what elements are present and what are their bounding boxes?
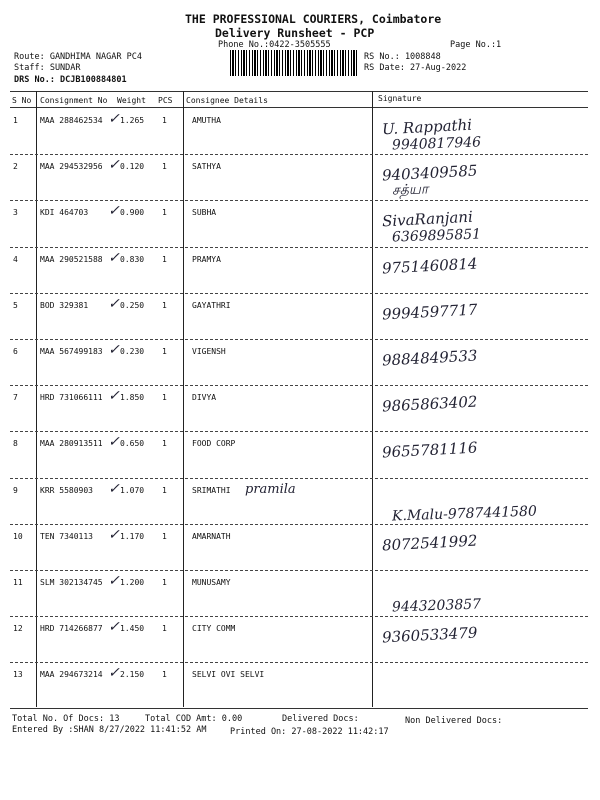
table-top-rule [10, 91, 588, 92]
entered-by: Entered By :SHAN 8/27/2022 11:41:52 AM [12, 725, 207, 735]
row-sno: 2 [13, 162, 18, 172]
table-header-rule [10, 107, 588, 108]
row-consignee: DIVYA [192, 393, 217, 403]
staff: Staff: SUNDAR [14, 63, 81, 73]
col-weight: Weight [117, 96, 146, 105]
row-weight: 1.170 [120, 531, 145, 541]
row-consignee: AMUTHA [192, 116, 221, 125]
col-signature: Signature [378, 94, 422, 103]
company-title: THE PROFESSIONAL COURIERS, Coimbatore [185, 12, 442, 26]
tick-mark: ✓ [108, 480, 120, 497]
row-consignee: SUBHA [192, 208, 217, 218]
row-consignee: PRAMYA [192, 254, 221, 264]
tick-mark: ✓ [108, 665, 120, 682]
row-pcs: 1 [162, 116, 167, 125]
row-weight: 0.900 [120, 208, 145, 218]
tick-mark: ✓ [108, 111, 120, 127]
drs-number: DRS No.: DCJB100884801 [14, 75, 127, 85]
row-pcs: 1 [162, 347, 167, 356]
col-consignee: Consignee Details [186, 96, 268, 105]
row-consignee: FOOD CORP [192, 439, 236, 449]
table-bottom-rule [10, 708, 588, 709]
row-signature: 9403409585 [381, 161, 478, 185]
rs-date: RS Date: 27-Aug-2022 [364, 63, 467, 73]
tick-mark: ✓ [108, 295, 120, 312]
row-weight: 0.650 [120, 439, 145, 449]
row-pcs: 1 [162, 670, 167, 680]
row-signature-phone: 9443203857 [391, 596, 482, 616]
row-weight: 2.150 [120, 670, 145, 680]
tick-mark: ✓ [108, 203, 120, 220]
row-divider [10, 339, 588, 340]
row-consignee: CITY COMM [192, 624, 236, 634]
row-consignment: KDI 464703 [40, 208, 89, 218]
row-weight: 1.265 [120, 116, 145, 125]
row-sno: 12 [13, 624, 23, 634]
row-pcs: 1 [162, 300, 167, 310]
rs-number: RS No.: 1008848 [364, 52, 441, 62]
row-consignment: HRD 714266877 [40, 624, 103, 634]
row-sno: 6 [13, 347, 18, 356]
row-weight: 1.850 [120, 393, 145, 403]
total-cod: Total COD Amt: 0.00 [145, 714, 243, 724]
row-signature: 9994597717 [381, 300, 478, 324]
row-signature: 9360533479 [381, 623, 478, 647]
row-signature: 8072541992 [381, 531, 478, 555]
printed-on: Printed On: 27-08-2022 11:42:17 [230, 727, 389, 737]
col-divider [183, 91, 184, 707]
phone-number: Phone No.:0422-3505555 [218, 40, 331, 50]
row-weight: 0.830 [120, 254, 145, 264]
row-divider [10, 570, 588, 571]
tick-mark: ✓ [108, 388, 120, 405]
handwritten-note: pramila [245, 481, 296, 497]
row-sno: 8 [13, 439, 18, 449]
row-weight: 0.120 [120, 162, 145, 172]
row-consignment: MAA 290521588 [40, 254, 103, 264]
row-pcs: 1 [162, 393, 167, 403]
row-consignee: MUNUSAMY [192, 578, 231, 587]
col-pcs: PCS [158, 96, 173, 105]
row-sno: 9 [13, 485, 18, 495]
row-consignee: GAYATHRI [192, 300, 231, 310]
tick-mark: ✓ [108, 573, 120, 589]
row-sno: 3 [13, 208, 18, 218]
row-signature-phone: K.Malu-9787441580 [391, 503, 538, 525]
row-consignee: SELVI OVI SELVI [192, 670, 265, 680]
row-divider [10, 200, 588, 201]
row-pcs: 1 [162, 624, 167, 634]
delivered-docs: Delivered Docs: [282, 714, 359, 724]
row-sno: 1 [13, 116, 18, 125]
row-weight: 1.070 [120, 485, 145, 495]
row-sno: 11 [13, 578, 23, 587]
row-signature: 9751460814 [381, 254, 478, 278]
tick-mark: ✓ [108, 249, 120, 266]
row-signature-phone: 6369895851 [391, 226, 482, 246]
row-divider [10, 431, 588, 432]
row-consignment: BOD 329381 [40, 300, 89, 310]
row-consignment: MAA 294532956 [40, 162, 103, 172]
row-weight: 0.250 [120, 300, 145, 310]
row-pcs: 1 [162, 439, 167, 449]
row-signature: 9884849533 [381, 346, 478, 370]
row-signature-phone: சத்யா [391, 181, 429, 199]
row-divider [10, 385, 588, 386]
row-signature: U. Rappathi [381, 115, 473, 139]
row-sno: 13 [13, 670, 23, 680]
row-signature: SivaRanjani [381, 208, 474, 231]
row-consignee: VIGENSH [192, 347, 226, 356]
row-divider [10, 662, 588, 663]
col-divider [372, 91, 373, 707]
row-consignment: TEN 7340113 [40, 531, 93, 541]
row-consignee: SRIMATHI [192, 485, 231, 495]
row-consignee: AMARNATH [192, 531, 231, 541]
row-signature: 9865863402 [381, 392, 478, 416]
row-divider [10, 616, 588, 617]
row-consignment: MAA 294673214 [40, 670, 103, 680]
col-consignment: Consignment No [40, 96, 108, 105]
row-divider [10, 154, 588, 155]
row-signature: 9655781116 [381, 438, 478, 462]
col-sno: S No [12, 96, 32, 105]
row-consignment: MAA 567499183 [40, 347, 103, 356]
tick-mark: ✓ [108, 157, 120, 174]
page-number: Page No.:1 [450, 40, 502, 50]
row-pcs: 1 [162, 578, 167, 587]
col-divider [36, 91, 37, 707]
row-consignee: SATHYA [192, 162, 221, 172]
row-pcs: 1 [162, 208, 167, 218]
tick-mark: ✓ [108, 434, 120, 451]
row-divider [10, 247, 588, 248]
total-docs: Total No. Of Docs: 13 [12, 714, 120, 724]
row-weight: 0.230 [120, 347, 145, 356]
row-pcs: 1 [162, 531, 167, 541]
row-consignment: KRR 5580903 [40, 485, 93, 495]
row-sno: 4 [13, 254, 18, 264]
row-weight: 1.450 [120, 624, 145, 634]
row-consignment: SLM 302134745 [40, 578, 103, 587]
row-sno: 7 [13, 393, 18, 403]
non-delivered-docs: Non Delivered Docs: [405, 716, 503, 726]
document-title: Delivery Runsheet - PCP [215, 26, 375, 40]
tick-mark: ✓ [108, 526, 120, 543]
route: Route: GANDHIMA NAGAR PC4 [14, 52, 142, 62]
row-sno: 10 [13, 531, 23, 541]
row-divider [10, 478, 588, 479]
row-divider [10, 524, 588, 525]
barcode [230, 50, 358, 76]
row-pcs: 1 [162, 485, 167, 495]
row-consignment: HRD 731066111 [40, 393, 103, 403]
row-weight: 1.200 [120, 578, 145, 587]
row-sno: 5 [13, 300, 18, 310]
row-divider [10, 293, 588, 294]
row-signature-phone: 9940817946 [391, 134, 482, 154]
row-consignment: MAA 280913511 [40, 439, 103, 449]
row-pcs: 1 [162, 254, 167, 264]
tick-mark: ✓ [108, 342, 120, 358]
tick-mark: ✓ [108, 619, 120, 636]
row-consignment: MAA 288462534 [40, 116, 103, 125]
row-pcs: 1 [162, 162, 167, 172]
